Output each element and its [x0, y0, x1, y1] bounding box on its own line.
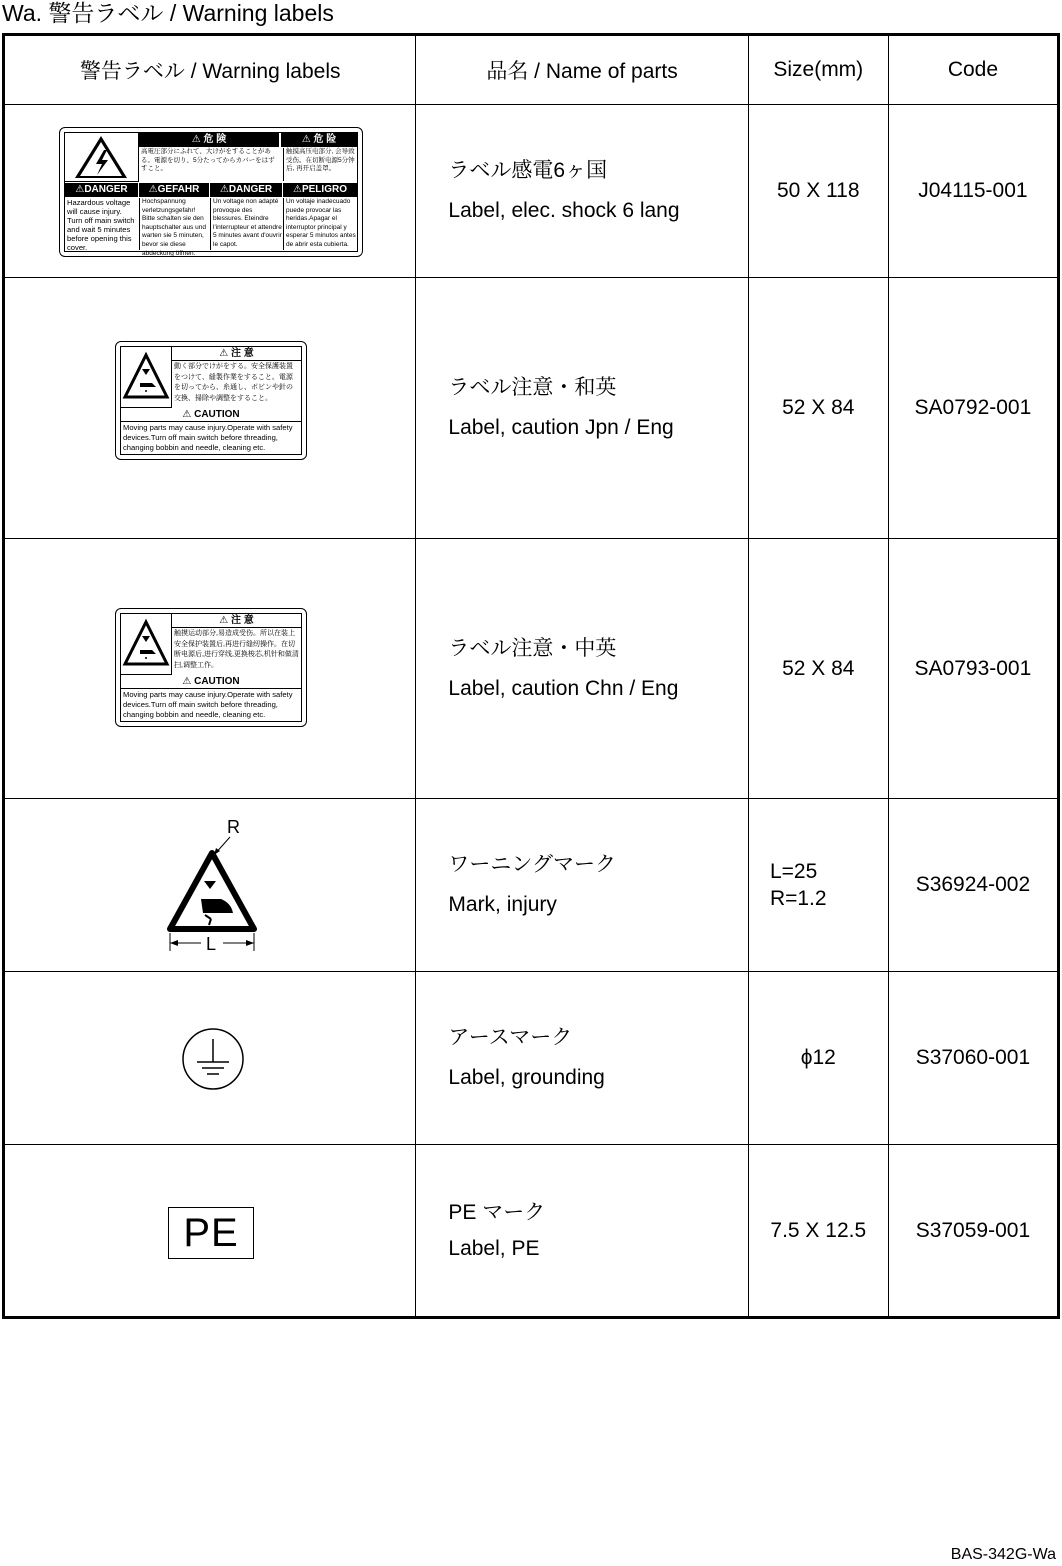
header-name-of-parts: 品名 / Name of parts [416, 35, 748, 105]
label-image-cell [4, 799, 416, 972]
document-title: Wa. 警告ラベル / Warning labels [2, 0, 334, 26]
caution-jpn-eng-label-image [115, 341, 307, 460]
caution-en-head: ⚠ CAUTION [121, 408, 301, 422]
size-cell [748, 799, 888, 972]
radius-label: R [227, 817, 240, 837]
table-row [4, 105, 1059, 278]
part-name-en: Label, grounding [448, 1066, 605, 1089]
label-image-cell [4, 1145, 416, 1318]
document-id: BAS-342G-Wa [950, 1546, 1056, 1563]
table-row [4, 539, 1059, 799]
length-label: L [206, 934, 217, 954]
part-name-en: Label, caution Jpn / Eng [448, 416, 674, 439]
caution-jp-head: ⚠ 注 意 [172, 347, 301, 361]
size-cell: 7.5 X 12.5 [748, 1145, 888, 1318]
code-cell: SA0793-001 [888, 539, 1058, 799]
size-cell: 50 X 118 [748, 105, 888, 278]
part-name-jp: ラベル注意・中英 [448, 636, 617, 660]
header-code: Code [888, 35, 1058, 105]
table-row [4, 972, 1059, 1145]
danger-en-text: Hazardous voltage will cause injury. Turn off main switch and wait 5 minutes before opening this cover. [67, 198, 135, 252]
code-cell: J04115-001 [888, 105, 1058, 278]
part-name-jp: アースマーク [448, 1026, 573, 1049]
caution-en-text: Moving parts may cause injury.Operate with safety devices.Turn off main switch before threading, changing bobbin and needle, cleaning etc. [123, 423, 293, 452]
part-name-jp: ラベル注意・和英 [448, 376, 617, 399]
caution-jp-text: 動く部分でけがをする。安全保護装置をつけて、縫製作業をすること。電源を切ってから、糸通し、ボビンや針の交換、掃除や調整をすること。 [174, 363, 293, 402]
caution-cn-head: ⚠ 注 意 [172, 614, 301, 628]
danger-fr-head: ⚠DANGER [210, 183, 282, 197]
size-cell: ϕ12 [748, 972, 888, 1145]
label-image-cell [4, 105, 416, 278]
warning-labels-table [2, 33, 1060, 1319]
jp-danger-head: ⚠ 危 険 [139, 133, 279, 147]
danger-en-head: ⚠DANGER [65, 183, 138, 197]
caution-en-text: Moving parts may cause injury.Operate with safety devices.Turn off main switch before threading, changing bobbin and needle, cleaning etc. [123, 690, 293, 719]
part-name-jp: ラベル感電6ヶ国 [448, 159, 608, 182]
gefahr-head: ⚠GEFAHR [139, 183, 209, 197]
part-name-jp: PE マーク [448, 1200, 546, 1224]
code-cell: SA0792-001 [888, 278, 1058, 539]
label-image-cell [4, 972, 416, 1145]
elec-shock-label-image [59, 127, 363, 257]
part-name-cell [416, 972, 748, 1145]
header-size: Size(mm) [748, 35, 888, 105]
size-cell: 52 X 84 [748, 278, 888, 539]
size-length: L=25 [769, 860, 818, 883]
caution-en-head: ⚠ CAUTION [121, 675, 301, 689]
gefahr-text: Hochspannung verletzungsgefahr! Bitte schalten sie den hauptschalter aus und warten sie 5 minuten, bevor sie diese abdeckung öffnen. [139, 198, 210, 250]
caution-cn-text: 触摸运动部分,易造成受伤。所以在装上安全保护装置后,再进行缝纫操作。在切断电源后,进行穿线,更换梭芯,机针和做清扫,调整工作。 [174, 630, 299, 669]
size-radius: R=1.2 [769, 887, 827, 910]
code-cell: S36924-002 [888, 799, 1058, 972]
injury-warning-mark-icon [155, 811, 275, 961]
danger-fr-text: Un voltage non adapté provoque des blessures. Eteindre l'interrupteur et attendre 5 minutes avant d'ouvrir le capot. [210, 198, 283, 250]
grounding-mark-icon [181, 1027, 245, 1091]
cn-danger-head: ⚠ 危 险 [281, 133, 357, 147]
part-name-cell [416, 799, 748, 972]
code-cell: S37060-001 [888, 972, 1058, 1145]
part-name-cell [416, 539, 748, 799]
table-row [4, 1145, 1059, 1318]
peligro-text: Un voltaje inadecuado puede provocar las heridas.Apagar el interruptor principal y esperar 5 minutos antes de abrir esta cubierta. [283, 198, 358, 250]
part-name-cell [416, 278, 748, 539]
table-row [4, 278, 1059, 539]
size-cell: 52 X 84 [748, 539, 888, 799]
part-name-jp: ワーニングマーク [448, 853, 616, 876]
part-name-en: Label, elec. shock 6 lang [448, 199, 680, 222]
header-warning-labels: 警告ラベル / Warning labels [4, 35, 416, 105]
part-name-en: Label, PE [448, 1236, 540, 1260]
part-name-en: Mark, injury [448, 893, 557, 916]
table-row [4, 799, 1059, 972]
hand-injury-icon [121, 614, 172, 675]
cn-danger-text: 触摸高压电部分, 会导致受伤。在切断电源5分钟后, 再开启盖罩。 [283, 148, 360, 181]
code-cell: S37059-001 [888, 1145, 1058, 1318]
pe-mark-image: PE [168, 1207, 254, 1259]
label-image-cell [4, 539, 416, 799]
hand-injury-icon [121, 347, 172, 408]
jp-danger-text: 高電圧部分にふれて、大けがをすることがある。電源を切り、5分たってからカバーをはずすこと。 [141, 148, 275, 173]
part-name-en: Label, caution Chn / Eng [448, 676, 679, 700]
peligro-head: ⚠PELIGRO [283, 183, 357, 197]
caution-chn-eng-label-image [115, 608, 307, 727]
table-header-row [4, 35, 1059, 105]
part-name-cell [416, 105, 748, 278]
high-voltage-icon [65, 133, 139, 182]
part-name-cell [416, 1145, 748, 1318]
label-image-cell [4, 278, 416, 539]
